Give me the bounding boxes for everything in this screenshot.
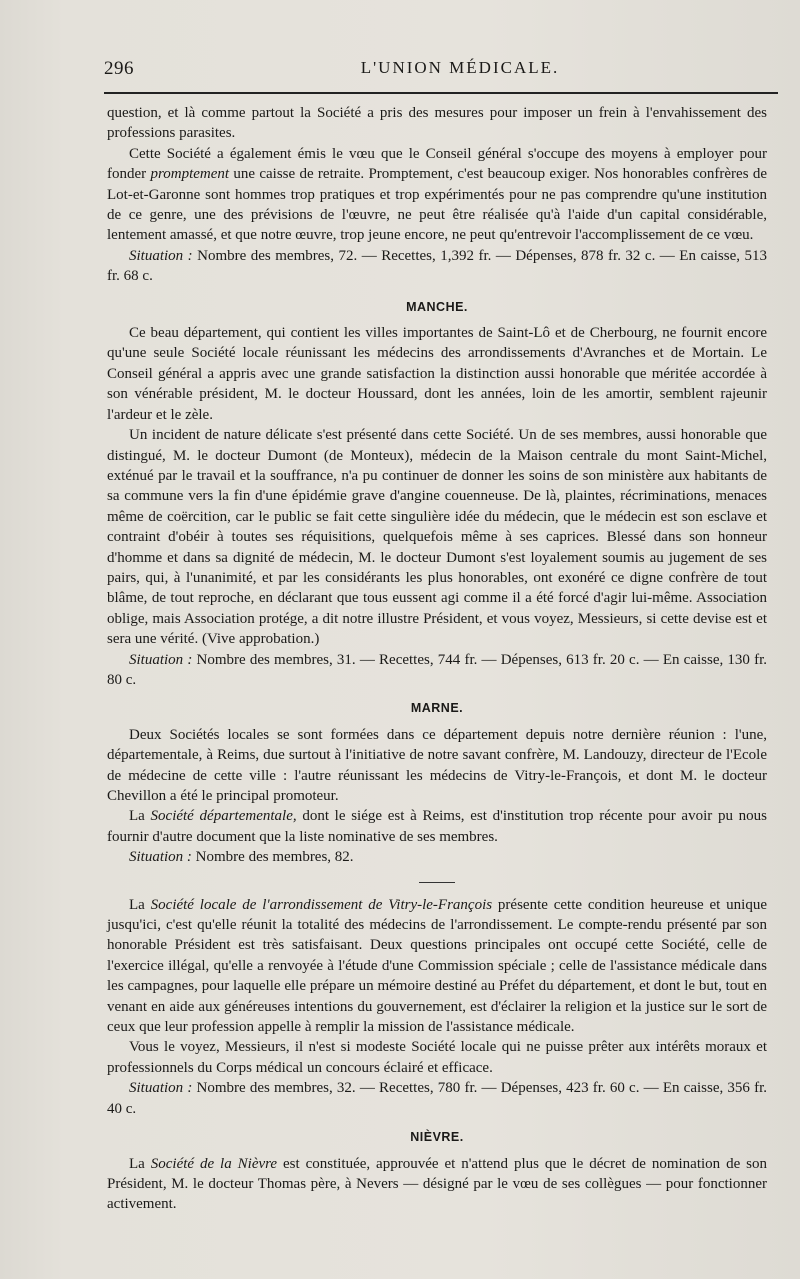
paragraph: Vous le voyez, Messieurs, il n'est si modeste Société locale qui ne puisse prêter aux intérêts moraux et professionnels du Corps médical un concours éclairé et efficace.: [107, 1039, 767, 1076]
header-rule: [104, 92, 778, 94]
section-heading-manche: MANCHE.: [406, 299, 468, 314]
section-heading-marne: MARNE.: [410, 701, 464, 716]
situation-label: Situation :: [129, 1080, 193, 1097]
section-heading-nievre: NIÈVRE.: [410, 1130, 464, 1145]
situation-line: Situation : Nombre des membres, 32. — Recettes, 780 fr. — Dépenses, 423 fr. 60 c. — En caisse, 356 fr. 40 c.: [107, 1080, 767, 1117]
situation-line: Situation : Nombre des membres, 72. — Recettes, 1,392 fr. — Dépenses, 878 fr. 32 c. — En caisse, 513 fr. 68 c.: [107, 247, 767, 285]
situation-line: Situation : Nombre des membres, 31. — Recettes, 744 fr. — Dépenses, 613 fr. 20 c. — En caisse, 130 fr. 80 c.: [107, 651, 767, 688]
running-title: L'UNION MÉDICALE.: [360, 58, 560, 77]
paragraph: La Société locale de l'arrondissement de Vitry-le-François présente cette condition heureuse et unique jusqu'ici, c'est qu'elle réunit la totalité des médecins de l'arrondissement. Le compte-rendu présenté par son honorable Président est très satisfaisant. Deux questions principales ont occupé cette Société, celle de l'exercice illégal, qu'elle a renvoyée à l'étude d'une Commission spéciale ; celle de l'assistance médicale dans les campagnes, pour laquelle elle prépare un mémoire destiné au Préfet du département, et dont le but, tout en venant en aide aux généreuses intentions du gouvernement, est d'éclairer la religion et la justice sur le sort de ceux que leur profession appelle à remplir la mission de l'assistance médicale.: [107, 896, 767, 1036]
paragraph: Un incident de nature délicate s'est présenté dans cette Société. Un de ses membres, aussi honorable que distingué, M. le docteur Dumont (de Monteux), médecin de la Maison centrale du mont Saint-Michel, exténué par le travail et la souffrance, n'a pu continuer de donner les soins de son ministère aux habitants de sa commune vers la fin d'une épidémie grave d'angine couenneuse. De là, plaintes, récriminations, menaces même de coërcition, car le public se fait cette singulière idée du médecin, que le médecin est son esclave et contraint d'obéir à toutes ses réquisitions, quelquefois même à ses caprices. Blessé dans son honneur d'homme et dans sa dignité de médecin, M. le docteur Dumont s'est loyalement soumis au jugement de ses pairs, qui, à l'unanimité, et par les considérants les plus honorables, ont exonéré ce digne confrère de tout blâme, de tout reproche, en déclarant que tous eussent agi comme il a été forcé d'agir lui-même. Association oblige, mais Association protége, a dit notre illustre Président, et vous voyez, Messieurs, si cette devise est et sera une vérité. (Vive approbation.): [107, 427, 767, 648]
situation-line: Situation : Nombre des membres, 82.: [129, 849, 354, 866]
situation-label: Situation :: [129, 651, 193, 668]
paragraph: La Société de la Nièvre est constituée, approuvée et n'attend plus que le décret de nomination de son Président, M. le docteur Thomas père, à Nevers — désigné par le vœu de ses collègues — pour fonctionner activement.: [107, 1155, 768, 1213]
situation-label: Situation :: [129, 849, 192, 866]
paragraph: question, et là comme partout la Société a pris des mesures pour imposer un frein à l'envahissement des professions parasites.: [107, 105, 767, 142]
separator-rule: [419, 882, 455, 883]
paragraph: Ce beau département, qui contient les villes importantes de Saint-Lô et de Cherbourg, ne fournit encore qu'une seule Société locale réunissant les médecins des arrondissements d'Avranches et de Mortain. Le Conseil général a appris avec une grande satisfaction la distinction aussi honorable que méritée accordée à son vénérable président, M. le docteur Houssard, dont les années, loin de les amortir, semblent rajeunir l'ardeur et le zèle.: [107, 325, 767, 423]
situation-label: Situation :: [129, 247, 193, 264]
paragraph: La Société départementale, dont le siége est à Reims, est d'institution trop récente pour avoir pu nous fournir d'autre document que la liste nominative de ses membres.: [107, 808, 767, 845]
page-number: 296: [104, 58, 134, 79]
paragraph: Cette Société a également émis le vœu que le Conseil général s'occupe des moyens à employer pour fonder promptement une caisse de retraite. Promptement, c'est beaucoup exiger. Nos honorables confrères de Lot-et-Garonne sont hommes trop pratiques et trop expérimentés pour ne pas comprendre qu'une institution de ce genre, une des prévisions de l'œuvre, ne peut être réalisée qu'à l'aide d'un capital considérable, lentement amassé, et que notre œuvre, trop jeune encore, ne peut qu'entrevoir l'accomplissement de ce vœu.: [107, 145, 767, 244]
page-header: [104, 58, 776, 88]
page-body: [107, 103, 767, 1215]
paragraph: Deux Sociétés locales se sont formées dans ce département depuis notre dernière réunion : l'une, départementale, à Reims, due surtout à l'initiative de notre savant confrère, M. Landouzy, directeur de l'Ecole de médecine de cette ville : l'autre réunissant les médecins de Vitry-le-François, et dont M. le docteur Chevillon a été le principal promoteur.: [107, 726, 767, 804]
